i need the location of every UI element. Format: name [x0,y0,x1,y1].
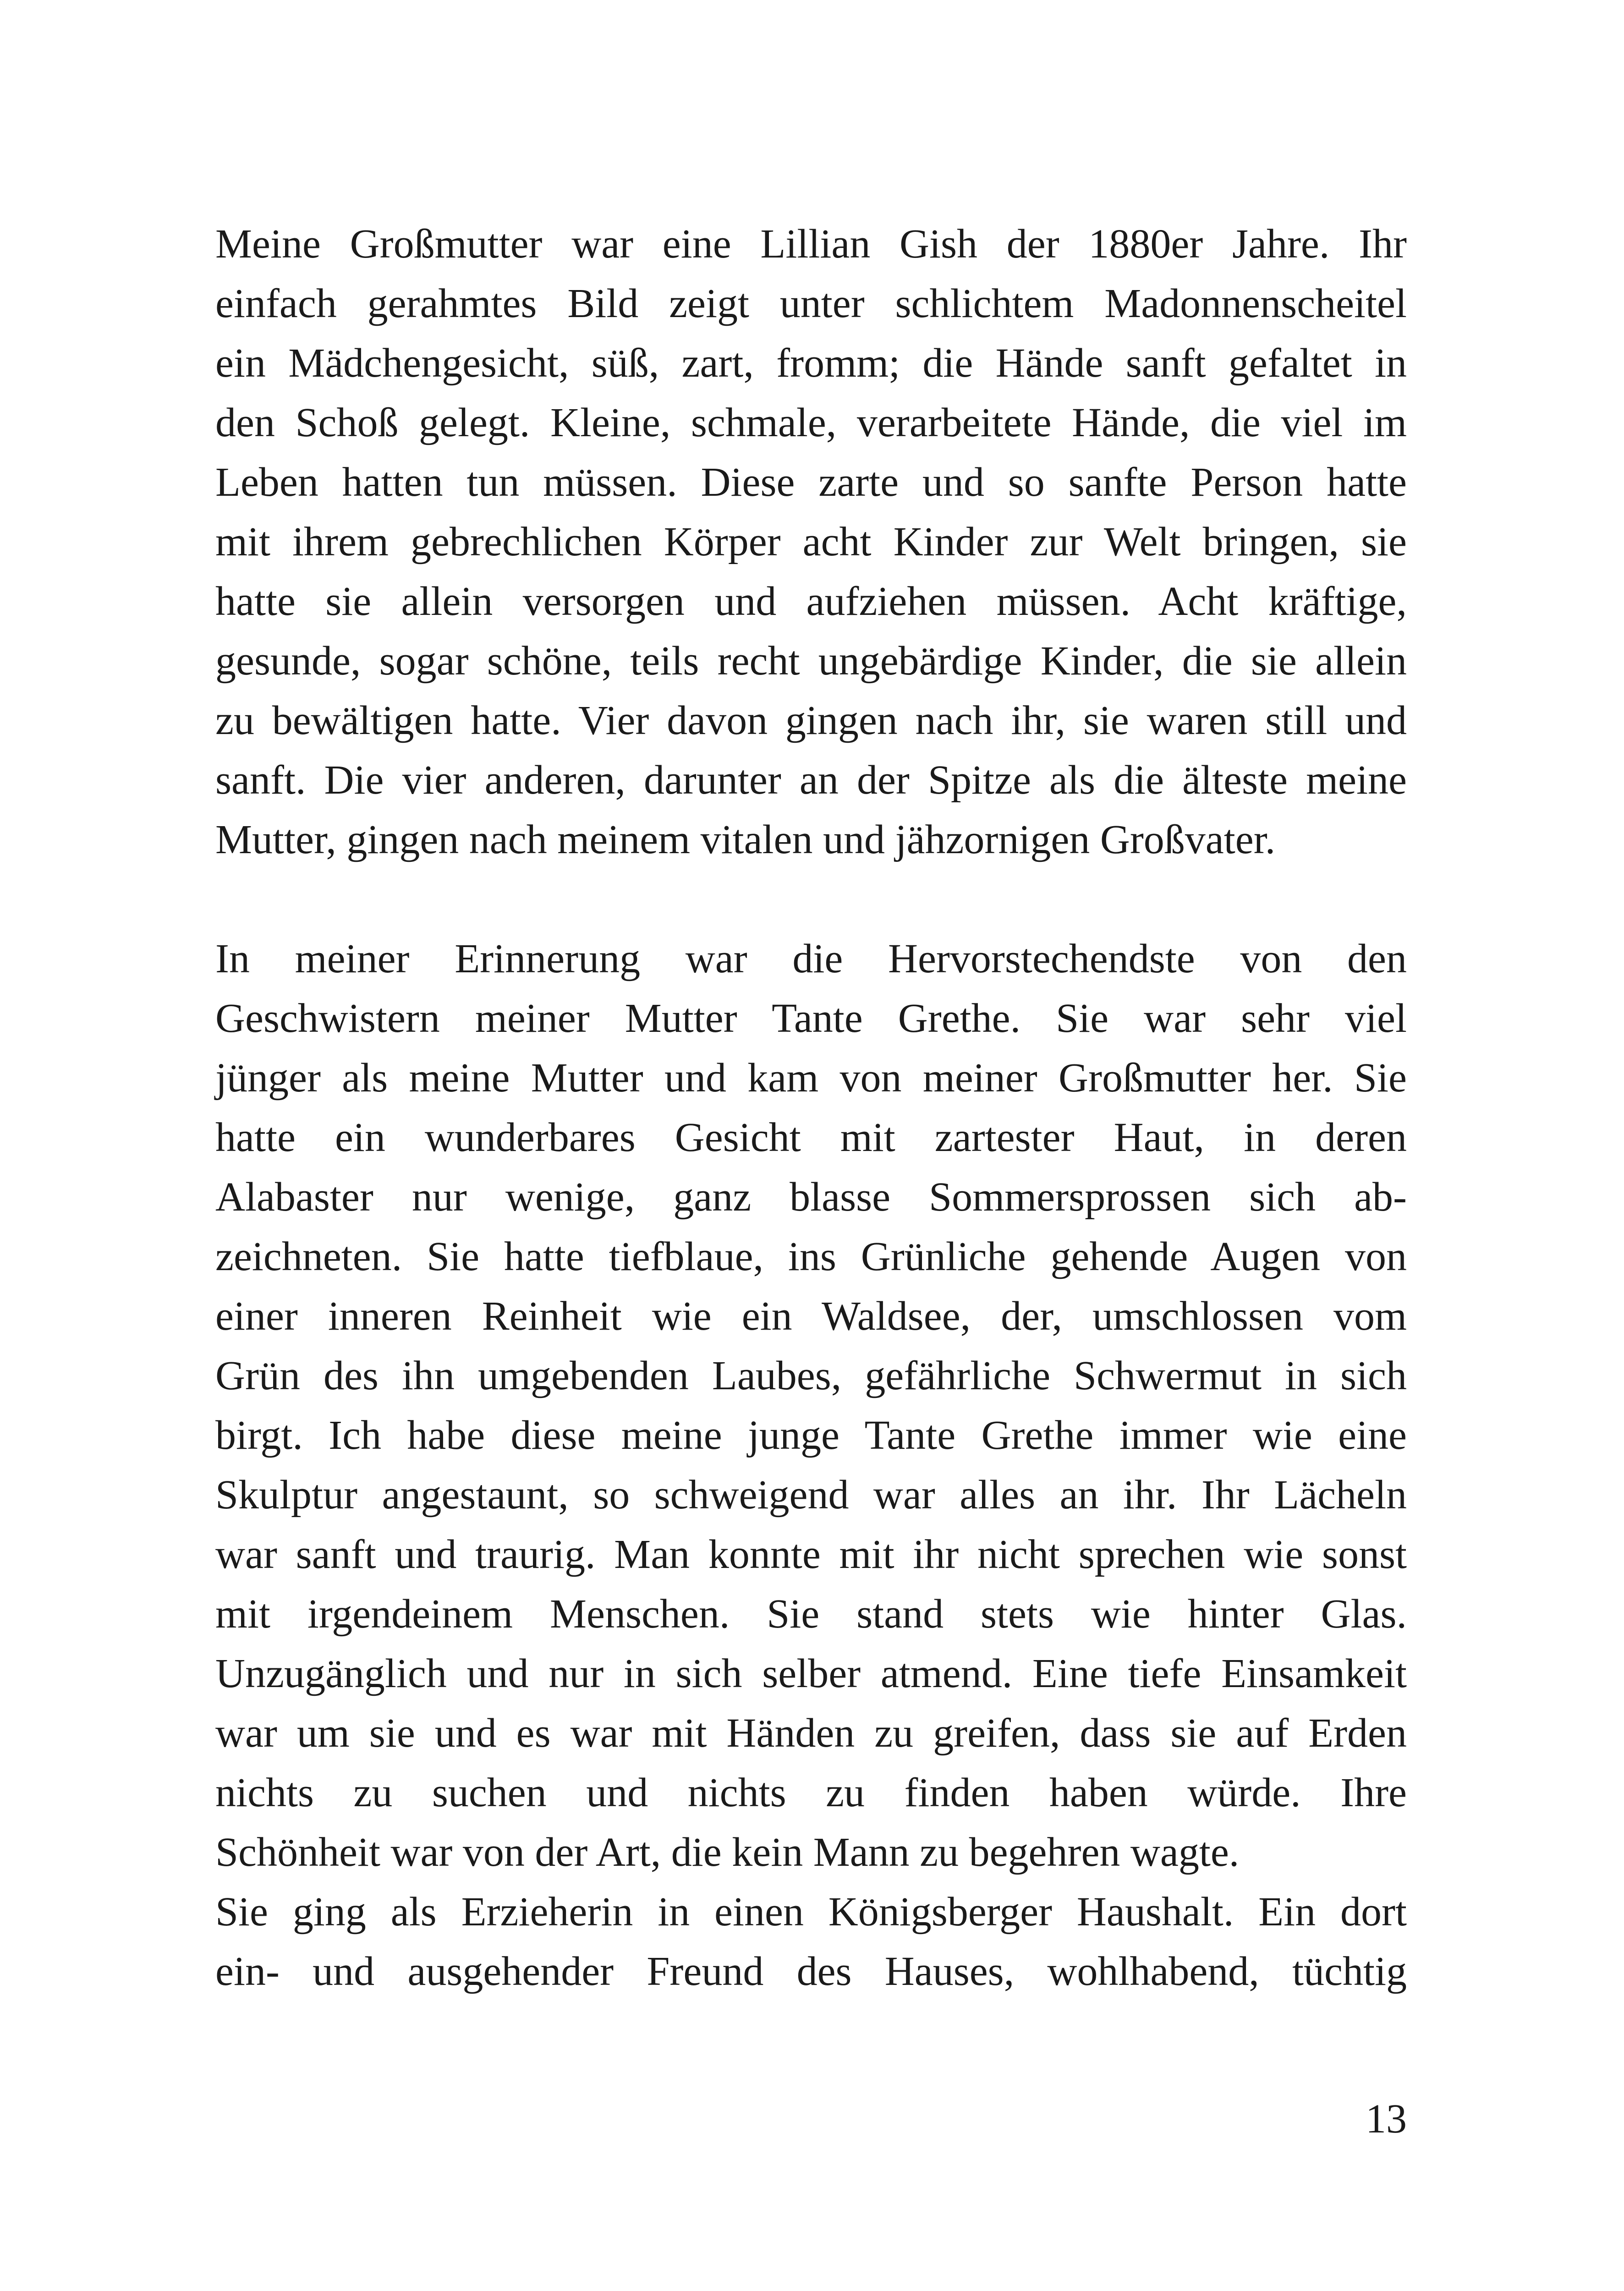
text-line: Sie ging als Erzieherin in einen Königsberger Haushalt. Ein dort [215,1889,1407,1935]
text-line: ein- und ausgehender Freund des Hauses, wohlhabend, tüchtig [215,1949,1407,1994]
text-line: nichts zu suchen und nichts zu finden haben würde. Ihre [215,1770,1407,1815]
text-line: einfach gerahmtes Bild zeigt unter schlichtem Madonnenscheitel [215,281,1407,326]
text-line: einer inneren Reinheit wie ein Waldsee, der, umschlossen vom [215,1293,1407,1339]
text-line: zu bewältigen hatte. Vier davon gingen nach ihr, sie waren still und [215,698,1407,743]
text-line: Mutter, gingen nach meinem vitalen und jähzornigen Großvater. [215,817,1276,862]
text-line: Schönheit war von der Art, die kein Mann zu begehren wagte. [215,1830,1240,1875]
text-line: Unzugänglich und nur in sich selber atmend. Eine tiefe Einsamkeit [215,1651,1407,1696]
text-line: Leben hatten tun müssen. Diese zarte und so sanfte Person hatte [215,460,1407,505]
text-line: jünger als meine Mutter und kam von meiner Großmutter her. Sie [215,1055,1407,1101]
text-line: war um sie und es war mit Händen zu greifen, dass sie auf Erden [215,1710,1407,1756]
text-line: war sanft und traurig. Man konnte mit ihr nicht sprechen wie sonst [215,1532,1407,1577]
text-line: Grün des ihn umgebenden Laubes, gefährliche Schwermut in sich [215,1353,1407,1398]
text-line: In meiner Erinnerung war die Hervorstechendste von den [215,936,1407,981]
text-line: birgt. Ich habe diese meine junge Tante Grethe immer wie eine [215,1413,1407,1458]
text-line: hatte sie allein versorgen und aufziehen müssen. Acht kräftige, [215,579,1407,624]
page-number: 13 [1366,2096,1407,2142]
text-line: gesunde, sogar schöne, teils recht ungebärdige Kinder, die sie allein [215,638,1407,684]
text-line: Meine Großmutter war eine Lillian Gish der 1880er Jahre. Ihr [215,221,1407,267]
text-line: mit ihrem gebrechlichen Körper acht Kinder zur Welt bringen, sie [215,519,1407,565]
text-line: zeichneten. Sie hatte tiefblaue, ins Grünliche gehende Augen von [215,1234,1407,1279]
text-line: hatte ein wunderbares Gesicht mit zartester Haut, in deren [215,1115,1407,1160]
text-line: sanft. Die vier anderen, darunter an der Spitze als die älteste meine [215,757,1407,803]
paragraph-2 [215,929,1407,2001]
text-line: den Schoß gelegt. Kleine, schmale, verarbeitete Hände, die viel im [215,400,1407,445]
text-line: Alabaster nur wenige, ganz blasse Sommersprossen sich ab- [215,1174,1407,1220]
text-line: mit irgendeinem Menschen. Sie stand stets wie hinter Glas. [215,1591,1407,1637]
paragraph-1 [215,214,1407,870]
text-line: ein Mädchengesicht, süß, zart, fromm; die Hände sanft gefaltet in [215,340,1407,386]
text-line: Skulptur angestaunt, so schweigend war alles an ihr. Ihr Lächeln [215,1472,1407,1518]
text-line: Geschwistern meiner Mutter Tante Grethe. Sie war sehr viel [215,996,1407,1041]
